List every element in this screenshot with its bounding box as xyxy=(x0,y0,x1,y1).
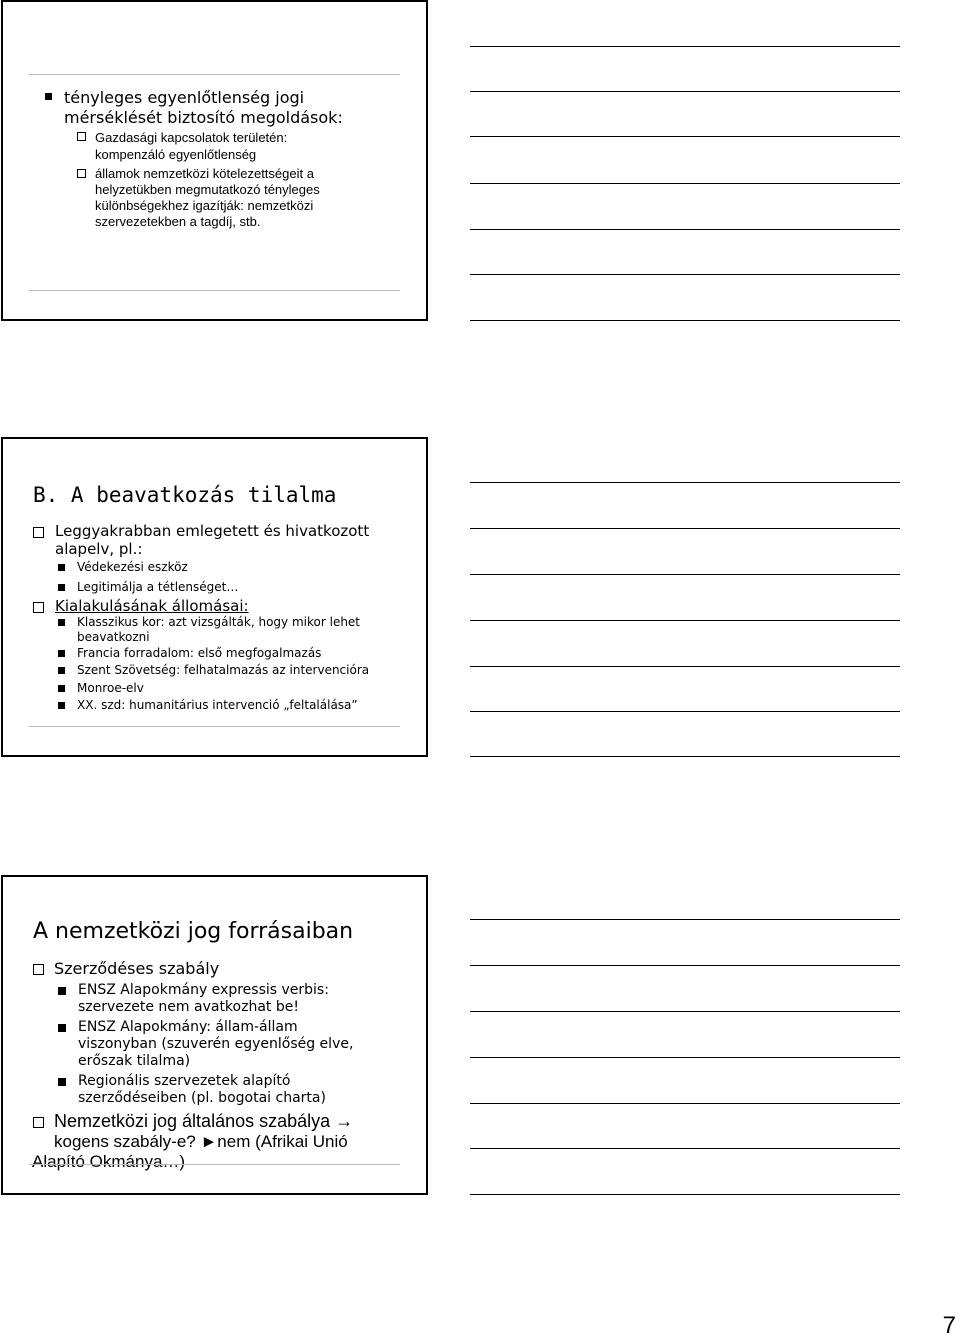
sub-bullet-item xyxy=(58,580,238,595)
sub-bullet-item xyxy=(58,1019,353,1070)
bullet-text-block xyxy=(32,1111,354,1172)
bullet-text: Szerződéses szabály xyxy=(54,959,220,978)
bullet-text: Leggyakrabban emlegetett és hivatkozott alapelv, pl.: xyxy=(55,522,370,558)
note-line xyxy=(470,620,900,621)
bullet-item xyxy=(45,88,343,128)
sub-bullet-text: ENSZ Alapokmány: állam-állam viszonyban (szuverén egyenlőség elve, erőszak tilalma) xyxy=(78,1019,354,1069)
sub-bullet-text: Legitimálja a tétlenséget… xyxy=(77,580,239,594)
sub-bullet-item xyxy=(58,560,188,575)
slide-title: A nemzetközi jog forrásaiban xyxy=(33,919,354,944)
solid-square-bullet-icon xyxy=(58,650,65,657)
note-line xyxy=(470,965,900,966)
sub-bullet-item xyxy=(58,681,144,696)
note-line xyxy=(470,91,900,92)
sub-bullet-text: Szent Szövetség: felhatalmazás az intervencióra xyxy=(77,663,370,677)
sub-bullet-text: XX. szd: humanitárius intervenció „feltalálása” xyxy=(77,698,358,712)
solid-square-bullet-icon xyxy=(45,93,52,100)
slide-footer-rule xyxy=(29,726,400,727)
hollow-square-bullet-icon xyxy=(77,132,86,141)
sub-bullet-text: államok nemzetközi kötelezettségeit a helyzetükben megmutatkozó tényleges különbségekhez igazítják: nemzetközi szervezetekben a tagdíj, stb. xyxy=(95,166,320,229)
note-line xyxy=(470,136,900,137)
hollow-square-bullet-icon xyxy=(77,169,86,178)
note-line xyxy=(470,574,900,575)
note-line xyxy=(470,46,900,47)
sub-bullet-text: Védekezési eszköz xyxy=(77,560,188,574)
hollow-square-bullet-icon xyxy=(33,1117,44,1128)
note-line xyxy=(470,666,900,667)
bullet-text: Kialakulásának állomásai: xyxy=(55,597,249,615)
note-line xyxy=(470,183,900,184)
sub-bullet-item xyxy=(77,129,287,163)
sub-bullet-text: Monroe-elv xyxy=(77,681,144,695)
note-line xyxy=(470,919,900,920)
note-line xyxy=(470,1103,900,1104)
note-line xyxy=(470,1057,900,1058)
sub-bullet-text: ENSZ Alapokmány expressis verbis: szervezete nem avatkozhat be! xyxy=(78,982,329,1015)
note-line xyxy=(470,711,900,712)
sub-bullet-item xyxy=(58,982,329,1016)
solid-square-bullet-icon xyxy=(58,1078,66,1086)
slide-1 xyxy=(1,0,428,321)
solid-square-bullet-icon xyxy=(58,667,65,674)
hollow-square-bullet-icon xyxy=(33,602,44,613)
slide-title: B. A beavatkozás tilalma xyxy=(33,483,337,507)
note-line xyxy=(470,229,900,230)
sub-bullet-text: Klasszikus kor: azt vizsgálták, hogy mikor lehet beavatkozni xyxy=(77,615,361,644)
slide-2 xyxy=(1,437,428,757)
page-number: 7 xyxy=(942,1312,956,1339)
sub-bullet-item xyxy=(58,615,360,645)
note-line xyxy=(470,320,900,321)
sub-bullet-text: Regionális szervezetek alapító szerződéseiben (pl. bogotai charta) xyxy=(78,1073,326,1106)
note-line xyxy=(470,1011,900,1012)
bullet-text: Alapító Okmánya…) xyxy=(32,1152,186,1171)
slide-footer-rule xyxy=(29,1164,400,1165)
sub-bullet-item xyxy=(58,646,321,661)
slide-3 xyxy=(1,875,428,1195)
solid-square-bullet-icon xyxy=(58,1024,66,1032)
note-line xyxy=(470,274,900,275)
note-line xyxy=(470,1194,900,1195)
sub-bullet-item xyxy=(58,663,369,678)
slide-footer-rule xyxy=(29,74,400,75)
note-line xyxy=(470,528,900,529)
hollow-square-bullet-icon xyxy=(33,964,44,975)
bullet-item xyxy=(33,597,249,615)
sub-bullet-item xyxy=(58,698,358,713)
sub-bullet-text: Gazdasági kapcsolatok területén: kompenzáló egyenlőtlenség xyxy=(95,130,288,162)
bullet-text: Nemzetközi jog általános szabálya → xyxy=(54,1111,354,1131)
sub-bullet-text: Francia forradalom: első megfogalmazás xyxy=(77,646,322,660)
note-line xyxy=(470,1148,900,1149)
solid-square-bullet-icon xyxy=(58,685,65,692)
sub-bullet-item xyxy=(77,166,320,230)
bullet-item xyxy=(33,959,219,979)
bullet-item xyxy=(33,1111,353,1172)
solid-square-bullet-icon xyxy=(58,584,65,591)
sub-bullet-item xyxy=(58,1073,326,1107)
note-line xyxy=(470,756,900,757)
slide-footer-rule xyxy=(29,290,400,291)
hollow-square-bullet-icon xyxy=(33,527,44,538)
solid-square-bullet-icon xyxy=(58,987,66,995)
solid-square-bullet-icon xyxy=(58,702,65,709)
bullet-text: kogens szabály-e? ►nem (Afrikai Unió xyxy=(54,1132,348,1151)
bullet-text: tényleges egyenlőtlenség jogi mérséklését biztosító megoldások: xyxy=(64,88,343,127)
note-line xyxy=(470,482,900,483)
solid-square-bullet-icon xyxy=(58,564,65,571)
solid-square-bullet-icon xyxy=(58,619,65,626)
bullet-item xyxy=(33,522,369,558)
